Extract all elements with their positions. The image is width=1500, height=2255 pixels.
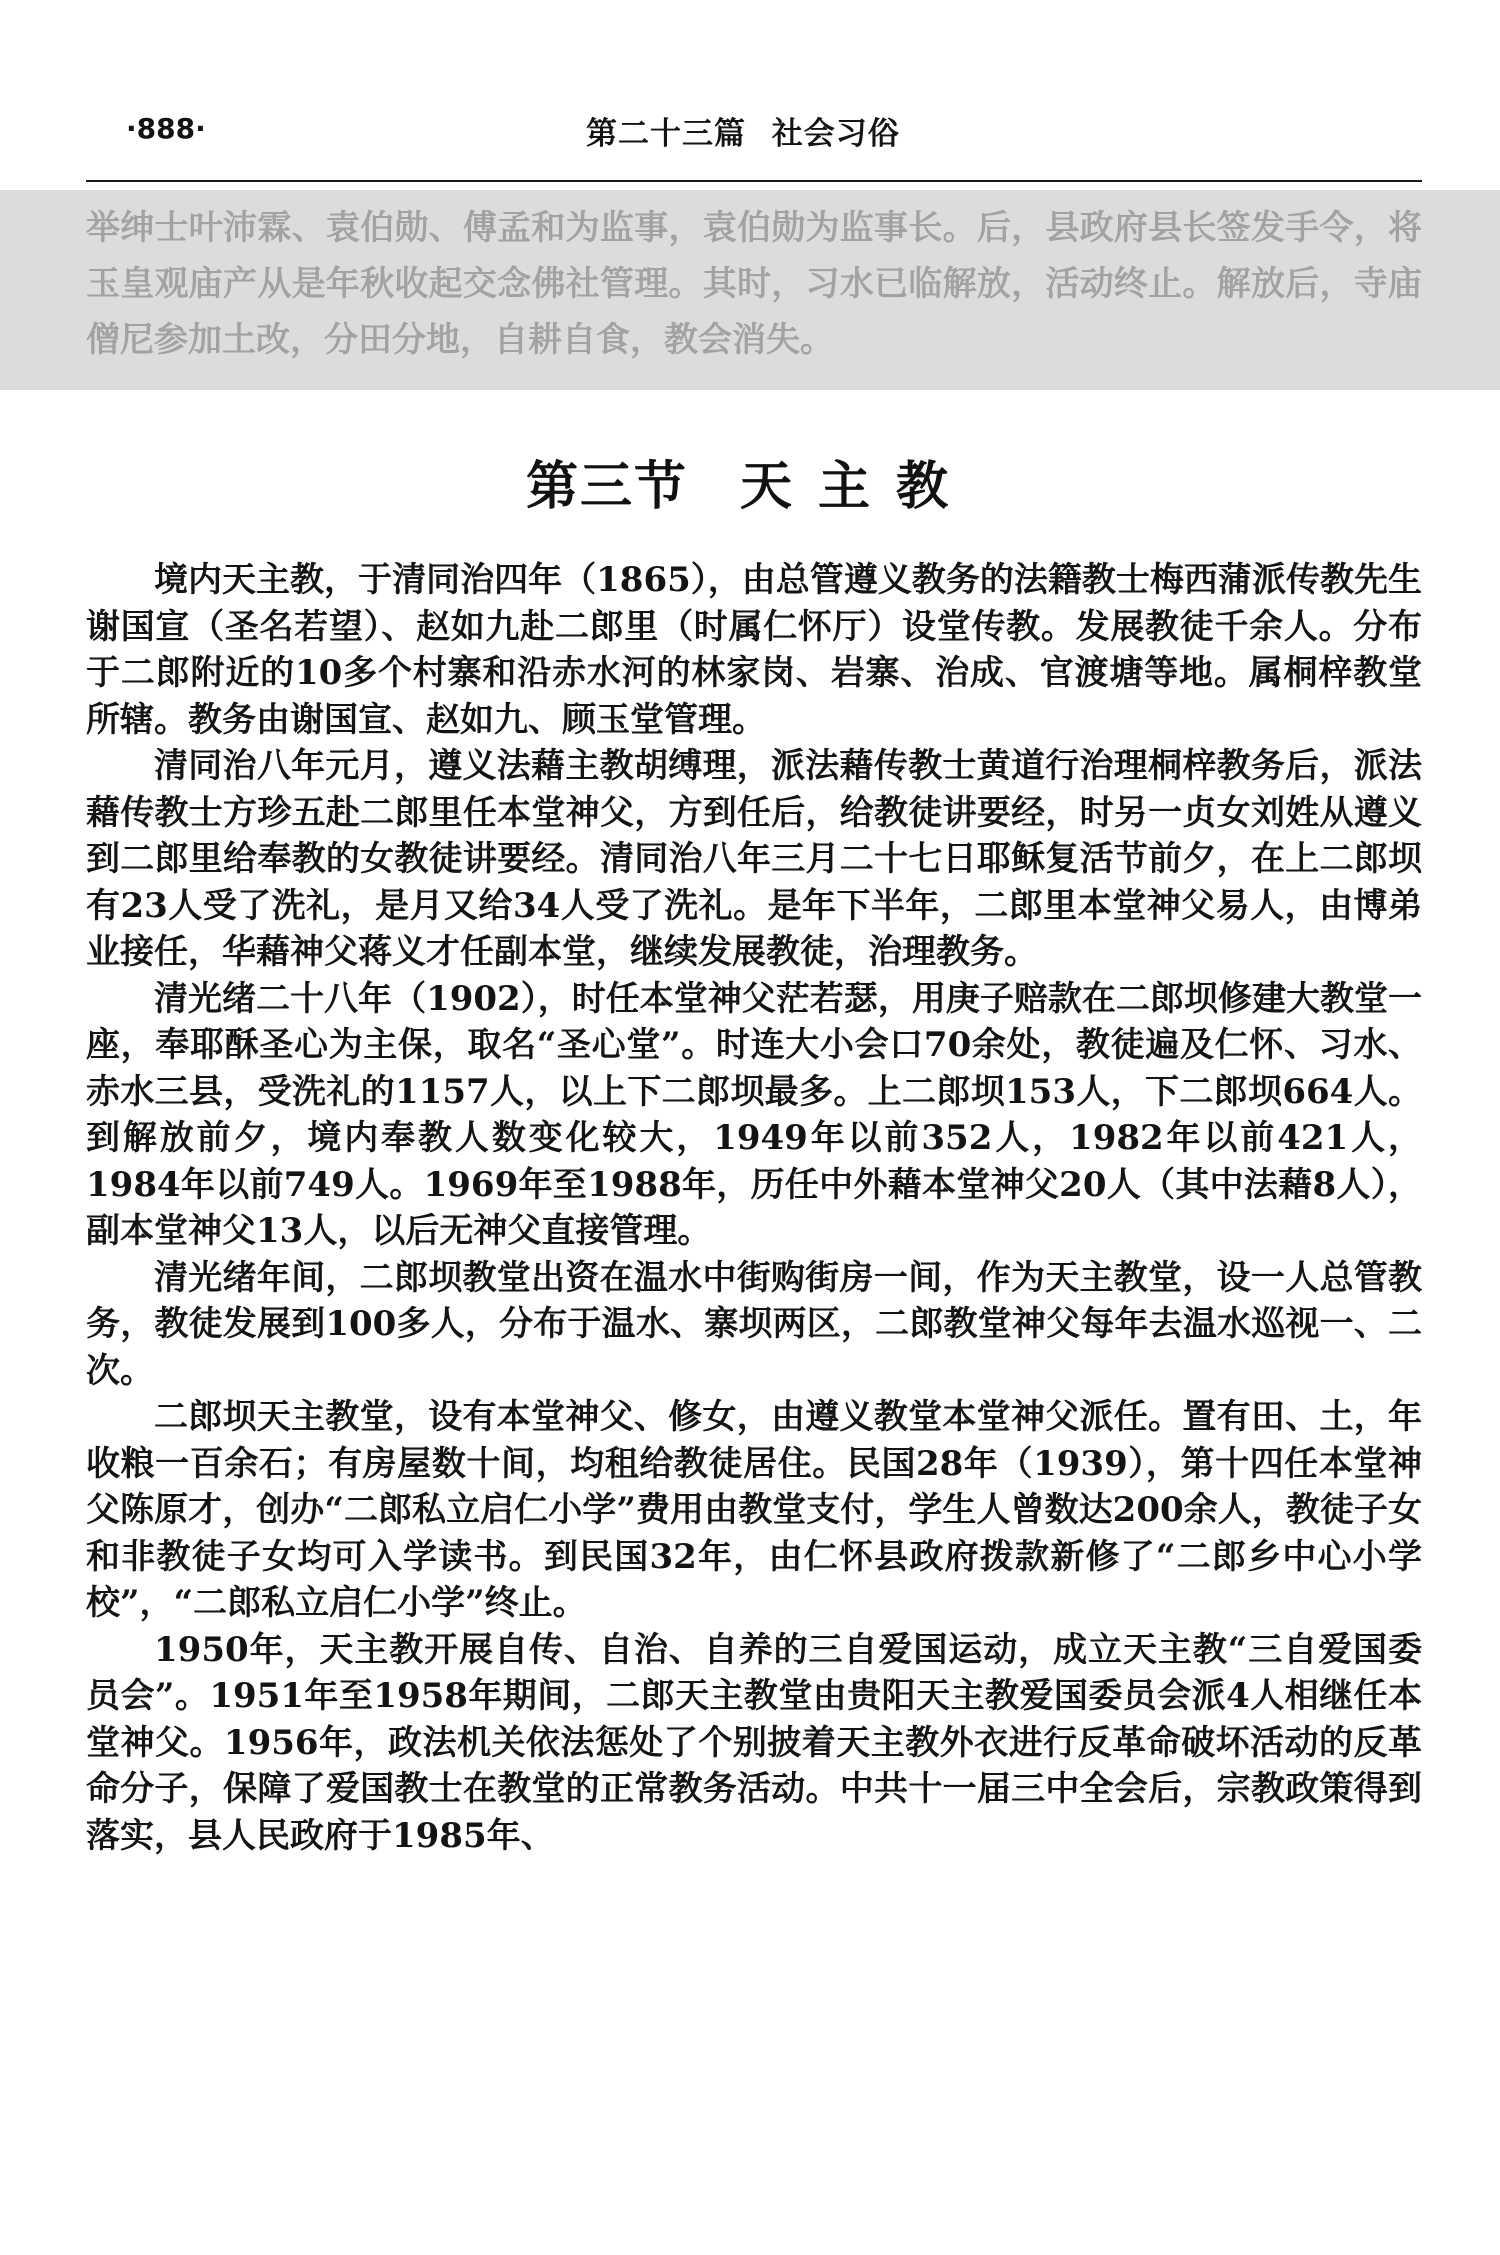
body-text xyxy=(86,557,1422,1859)
section-heading xyxy=(0,444,1500,519)
paragraph: 清光绪二十八年（1902），时任本堂神父茫若瑟，用庚子赔款在二郎坝修建大教堂一座，奉耶酥圣心为主保，取名“圣心堂”。时连大小会口70余处，教徒遍及仁怀、习水、赤水三县，受洗礼的1157人，以上下二郎坝最多。上二郎坝153人，下二郎坝664人。到解放前夕，境内奉教人数变化较大，1949年以前352人，1982年以前421人，1984年以前749人。1969年至1988年，历任中外藉本堂神父20人（其中法藉8人），副本堂神父13人，以后无神父直接管理。 xyxy=(86,978,1422,1251)
continued-paragraph: 举绅士叶沛霖、袁伯勋、傅孟和为监事，袁伯勋为监事长。后，县政府县长签发手令，将玉皇观庙产从是年秋收起交念佛社管理。其时，习水已临解放，活动终止。解放后，寺庙僧尼参加土改，分田分地，自耕自食，教会消失。 xyxy=(86,208,1422,360)
paragraph: 1950年，天主教开展自传、自治、自养的三自爱国运动，成立天主教“三自爱国委员会”。1951年至1958年期间，二郎天主教堂由贵阳天主教爱国委员会派4人相继任本堂神父。1956年，政法机关依法惩处了个别披着天主教外衣进行反革命破坏活动的反革命分子，保障了爱国教士在教堂的正常教务活动。中共十一届三中全会后，宗教政策得到落实，县人民政府于1985年、 xyxy=(86,1629,1422,1856)
running-title: 第二十三篇 社会习俗 xyxy=(586,116,900,152)
section-number: 第三节 xyxy=(525,456,688,517)
page-header xyxy=(86,108,1422,158)
paragraph: 清光绪年间，二郎坝教堂出资在温水中街购街房一间，作为天主教堂，设一人总管教务，教徒发展到100多人，分布于温水、寨坝两区，二郎教堂神父每年去温水巡视一、二次。 xyxy=(86,1257,1423,1391)
paragraph: 清同治八年元月，遵义法藉主教胡缚理，派法藉传教士黄道行治理桐梓教务后，派法藉传教士方珍五赴二郎里任本堂神父，方到任后，给教徒讲要经，时另一贞女刘姓从遵义到二郎里给奉教的女教徒讲要经。清同治八年三月二十七日耶稣复活节前夕，在上二郎坝有23人受了洗礼，是月又给34人受了洗礼。是年下半年，二郎里本堂神父易人，由博弟业接任，华藉神父蒋义才任副本堂，继续发展教徒，治理教务。 xyxy=(86,746,1422,972)
header-rule xyxy=(86,180,1422,182)
page-number: ·888· xyxy=(126,112,206,145)
paragraph: 二郎坝天主教堂，设有本堂神父、修女，由遵义教堂本堂神父派任。置有田、土，年收粮一百余石；有房屋数十间，均租给教徒居住。民国28年（1939），第十四任本堂神父陈原才，创办“二郎私立启仁小学”费用由教堂支付，学生人曾数达200余人，教徒子女和非教徒子女均可入学读书。到民国32年，由仁怀县政府拨款新修了“二郎乡中心小学校”，“二郎私立启仁小学”终止。 xyxy=(86,1397,1422,1623)
section-name: 天主教 xyxy=(740,456,975,517)
paragraph: 境内天主教，于清同治四年（1865），由总管遵义教务的法籍教士梅西蒲派传教先生谢国宣（圣名若望）、赵如九赴二郎里（时属仁怀厅）设堂传教。发展教徒千余人。分布于二郎附近的10多个村寨和沿赤水河的林家岗、岩寨、治成、官渡塘等地。属桐梓教堂所辖。教务由谢国宣、赵如九、顾玉堂管理。 xyxy=(86,560,1422,740)
